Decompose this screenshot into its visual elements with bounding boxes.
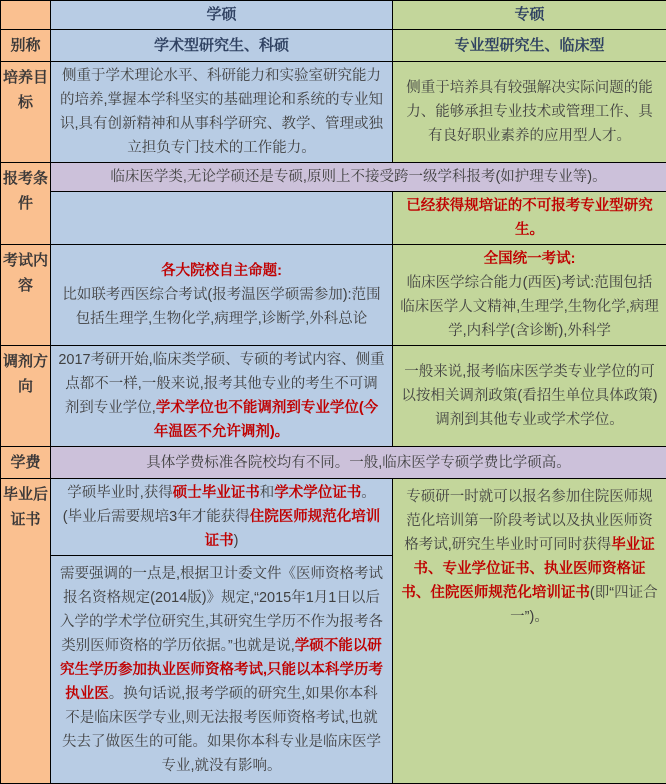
apply-academic-cell — [51, 192, 393, 245]
tuition-label: 学费 — [10, 454, 40, 471]
apply-professional-note: 已经获得规培证的不可报考专业型研究生。 — [406, 198, 653, 238]
goal-professional-cell — [393, 62, 666, 163]
cert-p-r1: 毕业证书、专业学位证书、执业医师资格证书、住院医师规范化培训证书 — [401, 537, 654, 601]
alias-professional-text: 专业型研究生、临床型 — [454, 37, 604, 54]
corner-cell — [1, 1, 51, 30]
transfer-label-cell — [1, 346, 51, 447]
exam-professional-cell — [393, 245, 666, 346]
apply-merged-row — [1, 163, 666, 192]
alias-label: 别称 — [10, 37, 40, 54]
cert-p-t1: 专硕研一时就可以报名参加住院医师规范化培训第一阶段考试以及执业医师资格考试,研究生毕业时可同时获得 — [404, 489, 653, 553]
cert-a1-t2: 和 — [260, 485, 275, 501]
goal-academic-cell — [51, 62, 393, 163]
cert-a1-t3: 。(毕业后需要规培3年才能获得 — [63, 485, 376, 525]
goal-label-cell — [1, 62, 51, 163]
exam-academic-cell — [51, 245, 393, 346]
tuition-label-cell — [1, 447, 51, 479]
cert-professional-cell — [393, 479, 666, 784]
apply-merged-text: 临床医学类,无论学硕还是专硕,原则上不接受跨一级学科报考(如护理专业等)。 — [110, 169, 606, 185]
alias-academic-cell — [51, 30, 393, 62]
transfer-professional-cell — [393, 346, 666, 447]
transfer-academic-cell — [51, 346, 393, 447]
goal-row — [1, 62, 666, 163]
transfer-academic-red-text: 学术学位也不能调剂到专业学位(今年温医不允许调剂)。 — [154, 400, 378, 440]
exam-academic-heading: 各大院校自主命题: — [58, 259, 385, 283]
alias-professional-cell — [393, 30, 666, 62]
exam-label: 考试内容 — [3, 252, 48, 294]
apply-professional-cell — [393, 192, 666, 245]
tuition-row — [1, 447, 666, 479]
cert-a2-t2: 。换句话说,报考学硕的研究生,如果你本科不是临床医学专业,则无法报考医师资格考试,也就失去了做医生的可能。如果你本科专业是临床医学专业,就没有影响。 — [62, 686, 381, 774]
cert-a2-r1: 学硕不能以研究生学历参加执业医师资格考试,只能以本科学历考执业医 — [60, 638, 383, 702]
cert-row-top — [1, 479, 666, 556]
cert-a2-t1: 需要强调的一点是,根据卫计委文件《医师资格考试报名资格规定(2014版)》规定,“2015年1月1日以后入学的学术学位研究生,其研究生学历不作为报考各类别医师资格的学历依据。”也就是说, — [60, 566, 383, 654]
alias-academic-text: 学术型研究生、科硕 — [154, 37, 289, 54]
transfer-professional-text: 一般来说,报考临床医学类专业学位的可以按相关调剂政策(看招生单位具体政策)调剂到其他专业或学术学位。 — [401, 364, 657, 428]
cert-label: 毕业后证书 — [3, 486, 48, 528]
apply-detail-row — [1, 192, 666, 245]
exam-professional-heading: 全国统一考试: — [400, 247, 659, 271]
exam-professional-body: 临床医学综合能力(西医)考试:范围包括临床医学人文精神,生理学,生物化学,病理学,内科学(含诊断),外科学 — [400, 275, 659, 339]
tuition-merged-text: 具体学费标准各院校均有不同。一般,临床医学专硕学费比学硕高。 — [146, 455, 571, 471]
cert-academic-cell-2 — [51, 556, 393, 784]
cert-label-cell — [1, 479, 51, 784]
alias-label-cell — [1, 30, 51, 62]
header-row — [1, 1, 666, 30]
transfer-academic-text: 2017考研开始,临床类学硕、专硕的考试内容、侧重点都不一样,一般来说,报考其他专业的考生不可调剂到专业学位, — [58, 352, 384, 416]
apply-merged-cell — [51, 163, 666, 192]
tuition-merged-cell — [51, 447, 666, 479]
column-header-academic — [51, 1, 393, 30]
column-header-academic-label: 学硕 — [206, 6, 236, 23]
cert-a1-t4: ) — [234, 533, 239, 549]
column-header-professional-label: 专硕 — [514, 6, 544, 23]
cert-a1-t1: 学硕毕业时,获得 — [67, 485, 173, 501]
exam-label-cell — [1, 245, 51, 346]
transfer-label: 调剂方向 — [3, 353, 48, 395]
transfer-row — [1, 346, 666, 447]
cert-p-t2: (即“四证合一”)。 — [510, 585, 657, 625]
cert-a1-r1: 硕士毕业证书 — [173, 485, 260, 501]
goal-professional-text: 侧重于培养具有较强解决实际问题的能力、能够承担专业技术或管理工作、具有良好职业素养的应用型人才。 — [406, 80, 653, 144]
cert-a1-r2: 学术学位证书 — [274, 485, 361, 501]
column-header-professional — [393, 1, 666, 30]
exam-row — [1, 245, 666, 346]
alias-row — [1, 30, 666, 62]
goal-academic-text: 侧重于学术理论水平、科研能力和实验室研究能力的培养,掌握本学科坚实的基础理论和系统的专业知识,具有创新精神和从事科学研究、教学、管理或独立担负专门技术的工作能力。 — [60, 68, 383, 156]
exam-academic-body: 比如联考西医综合考试(报考温医学硕需参加):范围包括生理学,生物化学,病理学,诊断学,外科总论 — [62, 287, 380, 327]
cert-a1-r3: 住院医师规范化培训证书 — [205, 509, 381, 549]
cert-academic-cell-1 — [51, 479, 393, 556]
goal-label: 培养目标 — [3, 69, 48, 111]
apply-label-cell — [1, 163, 51, 245]
apply-label: 报考条件 — [3, 170, 48, 212]
